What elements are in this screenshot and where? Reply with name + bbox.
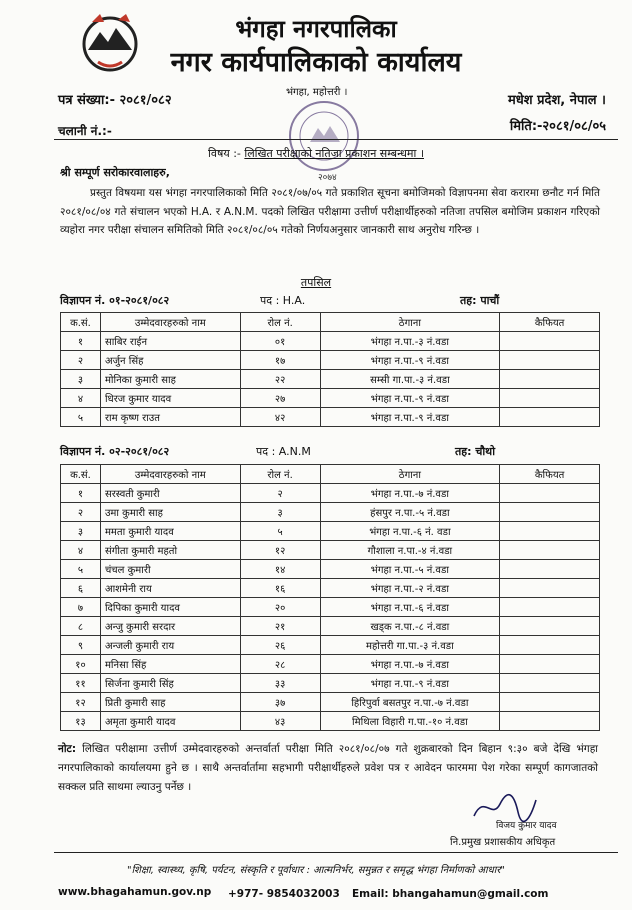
table-row <box>61 655 600 674</box>
table-row <box>61 389 600 408</box>
row-remarks <box>500 332 600 351</box>
row-remarks <box>500 522 600 541</box>
row-roll: १६ <box>240 579 320 598</box>
row-address: भंगहा न.पा.-७ नं.वडा <box>320 484 500 503</box>
row-remarks <box>500 408 600 427</box>
row-roll: १७ <box>240 351 320 370</box>
row-sn: ९ <box>61 636 101 655</box>
row-name: मोनिका कुमारी साह <box>100 370 240 389</box>
row-address: भंगहा न.पा.-३ नं.वडा <box>320 332 500 351</box>
row-roll: २ <box>240 484 320 503</box>
row-address: भंगहा न.पा.-९ नं.वडा <box>320 674 500 693</box>
column-header-sn: क.सं. <box>61 313 101 332</box>
header-divider <box>54 139 618 140</box>
anm-advertisement-number: विज्ञापन नं. ०२-२०८१/०८२ <box>60 445 170 458</box>
row-address: खड्क न.पा.-८ नं.वडा <box>320 617 500 636</box>
row-roll: १४ <box>240 560 320 579</box>
row-name: आशमेनी राय <box>100 579 240 598</box>
column-header-remarks: कैफियत <box>500 313 600 332</box>
row-name: संगीता कुमारी महतो <box>100 541 240 560</box>
row-roll: ३ <box>240 503 320 522</box>
reference-number: पत्र संख्या:- २०८१/०८२ <box>58 93 172 108</box>
column-header-name: उम्मेदवारहरुको नाम <box>100 465 240 484</box>
row-sn: ३ <box>61 370 101 389</box>
footer-divider <box>54 852 618 853</box>
signatory-designation: नि.प्रमुख प्रशासकीय अधिकृत <box>450 837 556 848</box>
table-row <box>61 712 600 731</box>
row-name: ममता कुमारी यादव <box>100 522 240 541</box>
row-sn: ३ <box>61 522 101 541</box>
column-header-roll: रोल नं. <box>240 465 320 484</box>
row-remarks <box>500 598 600 617</box>
row-roll: ३७ <box>240 693 320 712</box>
table-row <box>61 332 600 351</box>
row-address: भंगहा न.पा.-६ नं.वडा <box>320 598 500 617</box>
row-roll: २७ <box>240 389 320 408</box>
dispatch-number: चलानी नं.:- <box>58 124 112 138</box>
column-header-address: ठेगाना <box>320 313 500 332</box>
row-remarks <box>500 712 600 731</box>
column-header-name: उम्मेदवारहरुको नाम <box>100 313 240 332</box>
row-name: सरस्वती कुमारी <box>100 484 240 503</box>
row-sn: १ <box>61 484 101 503</box>
table-row <box>61 598 600 617</box>
row-roll: २० <box>240 598 320 617</box>
letter-date: मिति:-२०८१/०८/०५ <box>509 119 606 134</box>
row-address: गौशाला न.पा.-४ नं.वडा <box>320 541 500 560</box>
table-row <box>61 541 600 560</box>
ha-post: पद : H.A. <box>260 294 306 307</box>
table-row <box>61 674 600 693</box>
row-remarks <box>500 351 600 370</box>
addressee: श्री सम्पूर्ण सरोकारवालाहरु, <box>60 166 170 179</box>
column-header-remarks: कैफियत <box>500 465 600 484</box>
row-sn: ४ <box>61 389 101 408</box>
row-address: भंगहा न.पा.-२ नं.वडा <box>320 579 500 598</box>
row-sn: १२ <box>61 693 101 712</box>
row-name: धिरज कुमार यादव <box>100 389 240 408</box>
row-name: अन्जली कुमारी राय <box>100 636 240 655</box>
row-remarks <box>500 541 600 560</box>
column-header-address: ठेगाना <box>320 465 500 484</box>
body-paragraph: प्रस्तुत विषयमा यस भंगहा नगरपालिकाको मिति २०८१/०७/०५ गते प्रकाशित सूचना बमोजिमको विज्ञापनमा सेवा करारमा छनौट गर्न मिति २०८१/०८/०४ गते संचालन भएको H.A. र A.N.M. पदको लिखित परीक्षामा उत्तीर्ण परीक्षार्थीहरुको नतिजा तपसिल बमोजिम प्रकाशन गरिएको व्यहोरा नगर परीक्षा संचालन समितिको मिति २०८१/०८/०५ गतेको निर्णयअनुसार जानकारी साथ अनुरोध गरिन्छ । <box>60 187 600 236</box>
municipality-name: भंगहा नगरपालिका <box>235 15 397 43</box>
table-header-row <box>61 313 600 332</box>
row-address: भंगहा न.पा.-९ नं.वडा <box>320 389 500 408</box>
stamp-year: २०७४ <box>318 173 337 183</box>
row-roll: १२ <box>240 541 320 560</box>
row-address: भंगहा न.पा.-९ नं.वडा <box>320 408 500 427</box>
row-remarks <box>500 560 600 579</box>
note-label: नोट: <box>58 743 77 755</box>
row-sn: ५ <box>61 560 101 579</box>
row-sn: १३ <box>61 712 101 731</box>
row-roll: ०१ <box>240 332 320 351</box>
table-row <box>61 503 600 522</box>
province-name: मधेश प्रदेश, नेपाल । <box>508 93 606 108</box>
row-name: अर्जुन सिंह <box>100 351 240 370</box>
anm-post: पद : A.N.M <box>256 445 311 458</box>
row-address: भंगहा न.पा.-६ नं. वडा <box>320 522 500 541</box>
row-name: प्रिती कुमारी साह <box>100 693 240 712</box>
row-roll: २६ <box>240 636 320 655</box>
row-sn: २ <box>61 351 101 370</box>
row-name: साबिर राईन <box>100 332 240 351</box>
office-location: भंगहा, महोत्तरी । <box>286 87 348 98</box>
row-remarks <box>500 503 600 522</box>
row-address: हिरिपुर्वा बसतपुर न.पा.-७ नं.वडा <box>320 693 500 712</box>
row-address: महोत्तरी गा.पा.-३ नं.वडा <box>320 636 500 655</box>
row-name: अन्जु कुमारी सरदार <box>100 617 240 636</box>
row-address: भंगहा न.पा.-९ नं.वडा <box>320 351 500 370</box>
row-address: भंगहा न.पा.-७ नं.वडा <box>320 655 500 674</box>
ha-level: तह: पाचौं <box>460 294 500 307</box>
row-remarks <box>500 617 600 636</box>
column-header-roll: रोल नं. <box>240 313 320 332</box>
row-roll: ३३ <box>240 674 320 693</box>
row-name: दिपिका कुमारी यादव <box>100 598 240 617</box>
row-remarks <box>500 389 600 408</box>
row-name: राम कृष्ण राउत <box>100 408 240 427</box>
row-roll: ४२ <box>240 408 320 427</box>
row-remarks <box>500 370 600 389</box>
footer-phone: +977- 9854032003 <box>228 888 340 900</box>
row-sn: १ <box>61 332 101 351</box>
row-remarks <box>500 484 600 503</box>
anm-level: तह: चौथो <box>455 445 496 458</box>
row-sn: ४ <box>61 541 101 560</box>
row-roll: ५ <box>240 522 320 541</box>
column-header-sn: क.सं. <box>61 465 101 484</box>
table-row <box>61 408 600 427</box>
row-sn: ८ <box>61 617 101 636</box>
office-name: नगर कार्यपालिकाको कार्यालय <box>170 47 462 78</box>
table-row <box>61 522 600 541</box>
row-sn: ११ <box>61 674 101 693</box>
row-remarks <box>500 674 600 693</box>
row-address: हंसपुर न.पा.-५ नं.वडा <box>320 503 500 522</box>
row-address: भंगहा न.पा.-५ नं.वडा <box>320 560 500 579</box>
row-roll: ४३ <box>240 712 320 731</box>
subject-text: लिखित परीक्षाको नतिजा प्रकाशन सम्बन्धमा । <box>244 147 424 160</box>
table-row <box>61 579 600 598</box>
footer-website[interactable]: www.bhagahamun.gov.np <box>58 886 212 898</box>
table-header-row <box>61 465 600 484</box>
row-roll: २२ <box>240 370 320 389</box>
footer-motto: "शिक्षा, स्वास्थ्य, कृषि, पर्यटन, संस्कृति र पूर्वाधार : आत्मनिर्भर, समुन्नत र समृद्ध भंगहा निर्माणको आधार" <box>126 865 506 876</box>
row-remarks <box>500 579 600 598</box>
table-row <box>61 484 600 503</box>
row-roll: २८ <box>240 655 320 674</box>
details-heading: तपसिल <box>300 276 332 289</box>
row-roll: २१ <box>240 617 320 636</box>
table-row <box>61 560 600 579</box>
table-row <box>61 693 600 712</box>
ha-advertisement-number: विज्ञापन नं. ०१-२०८१/०८२ <box>60 294 170 307</box>
row-name: उमा कुमारी साह <box>100 503 240 522</box>
row-sn: २ <box>61 503 101 522</box>
row-name: अमृता कुमारी यादव <box>100 712 240 731</box>
table-row <box>61 636 600 655</box>
row-sn: ५ <box>61 408 101 427</box>
subject-prefix: विषय :- <box>208 147 241 160</box>
interview-note <box>58 740 598 797</box>
row-name: चंचल कुमारी <box>100 560 240 579</box>
row-remarks <box>500 655 600 674</box>
row-sn: ६ <box>61 579 101 598</box>
footer-email[interactable]: Email: bhangahamun@gmail.com <box>352 888 549 900</box>
subject-line <box>0 146 632 161</box>
row-address: सम्सी गा.पा.-३ नं.वडा <box>320 370 500 389</box>
table-row <box>61 351 600 370</box>
note-text: लिखित परीक्षामा उत्तीर्ण उम्मेदवारहरुको अन्तर्वार्ता परीक्षा मिति २०८१/०८/०७ गते शुक्रबारको दिन बिहान ९:३० बजे देखि भंगहा नगरपालिकाको कार्यालयमा हुने छ । साथै अन्तर्वार्तामा सहभागी परीक्षार्थीहरुले प्रवेश पत्र र आवेदन फारममा पेश गरेका सम्पूर्ण कागजातको सक्कल प्रति साथमा ल्याउनु पर्नेछ । <box>58 743 598 793</box>
table-row <box>61 370 600 389</box>
row-remarks <box>500 636 600 655</box>
table-row <box>61 617 600 636</box>
row-name: सिर्जना कुमारी सिंह <box>100 674 240 693</box>
row-sn: १० <box>61 655 101 674</box>
ha-results-table <box>60 312 600 427</box>
row-name: मनिसा सिंह <box>100 655 240 674</box>
anm-results-table <box>60 464 600 731</box>
row-remarks <box>500 693 600 712</box>
office-stamp-icon <box>284 98 364 176</box>
row-sn: ७ <box>61 598 101 617</box>
signatory-name: विजय कुमार यादव <box>496 821 557 831</box>
row-address: मिथिला विहारी ग.पा.-१० नं.वडा <box>320 712 500 731</box>
